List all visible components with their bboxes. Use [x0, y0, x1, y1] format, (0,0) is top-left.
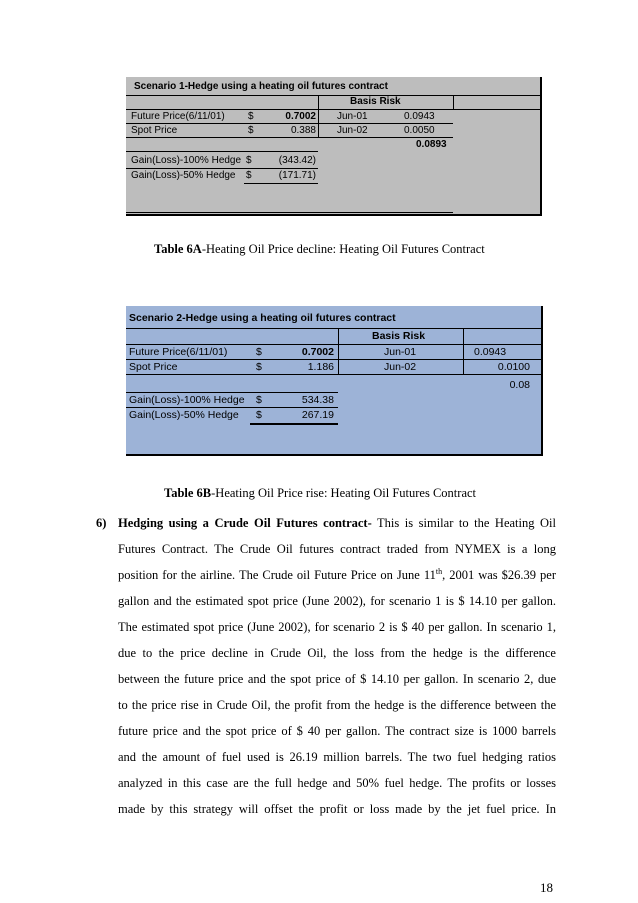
para-line: and the amount of fuel used is 26.19 million barrels. The two fuel hedging ratios: [118, 750, 556, 764]
cell-value: 1.186: [307, 361, 334, 373]
cell-basis: 0.0943: [474, 346, 507, 358]
para-line: position for the airline. The Crude oil Future Price on June 11th, 2001 was $26.39 per: [118, 566, 556, 582]
cell-value: 0.7002: [301, 346, 334, 358]
gain-value: (343.42): [278, 155, 316, 166]
gain-label: Gain(Loss)-100% Hedge: [129, 394, 245, 406]
gain-label: Gain(Loss)-50% Hedge: [131, 170, 236, 181]
cell-basis: 0.0943: [404, 111, 435, 122]
table-6a: [126, 77, 542, 216]
currency: $: [256, 346, 262, 358]
caption-6a: Table 6A-Heating Oil Price decline: Heating Oil Futures Contract: [154, 242, 485, 256]
para-line: due to the price decline in Crude Oil, the loss from the hedge is the difference: [118, 646, 556, 660]
row-label: Future Price(6/11/01): [131, 111, 225, 122]
cell-value: 0.7002: [285, 111, 316, 122]
gain-value: (171.71): [278, 170, 316, 181]
gain-label: Gain(Loss)-100% Hedge: [131, 155, 242, 166]
para-line: to the price rise in Crude Oil, the profit from the hedge is the difference between the: [118, 698, 556, 712]
cell-month: Jun-01: [337, 111, 368, 122]
table-6b: [126, 306, 543, 456]
currency: $: [248, 111, 254, 122]
currency: $: [248, 125, 254, 136]
section-heading: Hedging using a Crude Oil Futures contract-: [118, 516, 372, 530]
para-line: made by this strategy will offset the profit or loss made by the jet fuel price. In: [118, 802, 556, 816]
basis-total: 0.0893: [416, 139, 447, 150]
row-label: Spot Price: [131, 125, 178, 136]
page-number: 18: [540, 880, 553, 895]
currency: $: [256, 361, 262, 373]
currency: $: [246, 155, 252, 166]
para-line: gallon and the estimated spot price (June 2002), for scenario 1 is $ 14.10 per gallon.: [118, 594, 556, 608]
row-label: Future Price(6/11/01): [129, 346, 228, 358]
basis-risk-label: Basis Risk: [372, 330, 426, 342]
para-line: The estimated spot price (June 2002), for scenario 2 is $ 40 per gallon. In scenario 1,: [118, 620, 556, 634]
cell-basis: 0.0100: [497, 361, 530, 373]
currency: $: [246, 170, 252, 181]
cell-month: Jun-02: [384, 361, 417, 373]
para-line: between the future price and the spot price of $ 14.10 per gallon. In scenario 2, due: [118, 672, 556, 686]
table-title: Scenario 1-Hedge using a heating oil futures contract: [134, 81, 388, 92]
basis-total: 0.08: [509, 379, 530, 391]
basis-risk-label: Basis Risk: [350, 96, 401, 107]
para-line: analyzed in this case are the full hedge and 50% fuel hedge. The profits or losses: [118, 776, 556, 790]
para-line: future price and the spot price of $ 40 per gallon. The contract size is 1000 barrels: [118, 724, 556, 738]
gain-value: 267.19: [301, 409, 334, 421]
row-label: Spot Price: [129, 361, 178, 373]
currency: $: [256, 394, 262, 406]
para-line: Futures Contract. The Crude Oil futures contract traded from NYMEX is a long: [118, 542, 556, 556]
gain-label: Gain(Loss)-50% Hedge: [129, 409, 239, 421]
table-title: Scenario 2-Hedge using a heating oil futures contract: [129, 312, 396, 324]
gain-value: 534.38: [301, 394, 334, 406]
section-number: 6): [96, 516, 107, 530]
caption-6b: Table 6B-Heating Oil Price rise: Heating Oil Futures Contract: [164, 486, 477, 500]
para-line: Hedging using a Crude Oil Futures contract- This is similar to the Heating Oil: [118, 516, 556, 530]
cell-month: Jun-02: [337, 125, 368, 136]
currency: $: [256, 409, 262, 421]
cell-value: 0.388: [290, 125, 316, 136]
cell-basis: 0.0050: [404, 125, 435, 136]
cell-month: Jun-01: [384, 346, 417, 358]
